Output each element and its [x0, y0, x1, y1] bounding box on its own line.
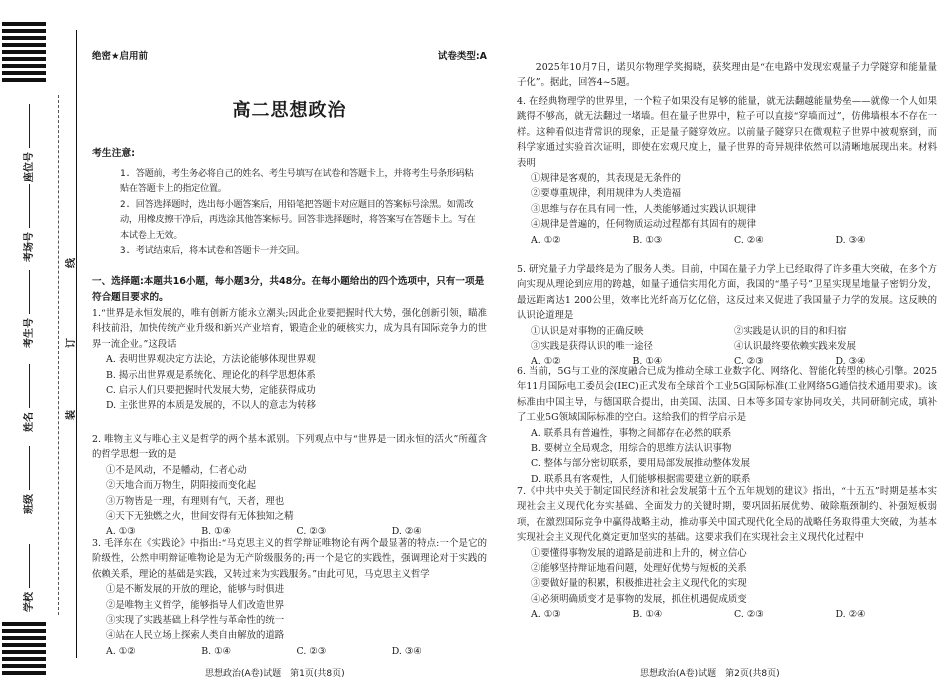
statement-3: ③万物皆是一理，有理则有气，天者，理也: [106, 495, 285, 507]
seat-number-field[interactable]: 座位号: [20, 104, 35, 182]
statement-4: ④天下无独燃之火，世间安得有无体独知之精: [106, 511, 294, 523]
section-heading: 一、选择题:本题共16小题，每小题3分，共48分。在每小题给出的四个选项中，只有一项是符合题目要求的。: [92, 276, 485, 303]
secret-label: 绝密★启用前: [92, 51, 149, 62]
choice-a[interactable]: A. ①②: [106, 645, 136, 657]
statement-1: ①认识是对事物的正确反映: [531, 325, 644, 337]
question-3: [92, 536, 487, 659]
examinee-number-field[interactable]: 考生号: [20, 270, 35, 348]
choice-a[interactable]: A. ①②: [531, 356, 561, 368]
school-field[interactable]: 学校: [20, 544, 35, 612]
choice-row: [517, 233, 937, 248]
statement-row: [517, 324, 937, 339]
choice-c[interactable]: C. ②④: [734, 234, 764, 246]
statement-4: ④站在人民立场上探索人类自由解放的道路: [106, 630, 285, 642]
choice-b[interactable]: B. ①④: [632, 609, 663, 621]
statement-1: ①要懂得事物发展的道路是前进和上升的，树立信心: [531, 547, 747, 559]
question-4: [517, 94, 937, 248]
question-stem: 5. 研究量子力学最终是为了服务人类。目前，中国在量子力学上已经取得了许多重大突破，在多个方向实现从理论到应用的跨越，如量子通信实用化方面，我国的“墨子号”卫星实现星地量子密钥分发，最远距离达1 200公里，效率比光纤高万亿亿倍，这反过来又促进了我国量子力学的发展。这反映的认识论道理是: [517, 264, 937, 322]
statement-4: ④必须明确质变才是事物的发展，抓住机遇促成质变: [531, 593, 747, 605]
statement-2: ②能够坚持辩证地看问题，处理好优势与短板的关系: [531, 563, 747, 575]
choice-c[interactable]: C. ②③: [734, 609, 764, 621]
class-field[interactable]: 班级: [20, 446, 35, 514]
cut-line: [58, 95, 59, 615]
statement-row: [517, 339, 937, 354]
option-a[interactable]: A. 联系具有普遍性，事物之间都存在必然的联系: [531, 427, 732, 439]
page-footer-right: 思想政治(A卷)试题 第2页(共8页): [640, 669, 780, 679]
choice-b[interactable]: B. ①④: [201, 645, 231, 657]
option-c[interactable]: C. 启示人们只要把握时代发展大势，定能获得成功: [106, 385, 316, 397]
choice-c[interactable]: C. ②③: [296, 526, 327, 538]
question-stem: 2025年10月7日，诺贝尔物理学奖揭晓，获奖理由是“在电路中发现宏观量子力学隧穿和能量量子化”。据此，回答4~5题。: [517, 62, 937, 89]
shared-material-intro: [517, 60, 937, 91]
statement-3: ③实现了实践基础上科学性与革命性的统一: [106, 615, 285, 627]
choice-row: [517, 607, 937, 622]
option-c[interactable]: C. 整体与部分密切联系，要用局部发展推动整体发展: [531, 458, 751, 470]
page-header: [92, 48, 487, 62]
notice-item: 2. 回答选择题时，选出每小题答案后，用铅笔把答题卡对应题目的答案标号涂黑。如需改动，用橡皮擦干净后，再选涂其他答案标号。回答非选择题时，将答案写在答题卡上。写在本试卷上无效。: [120, 198, 476, 241]
option-d[interactable]: D. 主张世界的本质是发展的，不以人的意志为转移: [106, 400, 317, 412]
statement-4: ④规律是普遍的，任何物质运动过程都有其固有的规律: [531, 219, 757, 231]
choice-b[interactable]: B. ①③: [632, 234, 663, 246]
choice-c[interactable]: C. ②③: [296, 645, 327, 657]
notice-item: 1. 答题前，考生务必将自己的姓名、考生号填写在试卷和答题卡上，并将考生号条形码粘贴在答题卡上的指定位置。: [120, 168, 474, 195]
binding-margin: [0, 0, 92, 688]
choice-d[interactable]: D. ③④: [835, 356, 866, 368]
question-1: [92, 306, 487, 414]
question-6: [517, 364, 937, 487]
notice-list: [108, 166, 478, 258]
statement-3: ③实践是获得认识的唯一途径: [531, 341, 653, 353]
cut-word-xian: 线: [66, 258, 77, 268]
choice-row: [92, 644, 487, 659]
notice-heading: 考生注意:: [92, 148, 136, 159]
choice-c[interactable]: C. ②③: [734, 356, 764, 368]
statement-1: ①是不断发展的开放的理论，能够与时俱进: [106, 584, 285, 596]
choice-d[interactable]: D. ②④: [391, 526, 422, 538]
question-2: [92, 432, 487, 540]
bottom-stripes: [2, 622, 46, 678]
statement-1: ①不是风动，不是幡动，仁者心动: [106, 464, 247, 476]
question-5: [517, 262, 937, 370]
choice-a[interactable]: A. ①③: [106, 526, 136, 538]
choice-a[interactable]: A. ①②: [531, 234, 561, 246]
exam-title: 高二思想政治: [232, 100, 347, 121]
option-a[interactable]: A. 表明世界观决定方法论，方法论能够体现世界观: [106, 354, 316, 366]
exam-room-field[interactable]: 考场号: [20, 184, 35, 262]
statement-2: ②天地合而万物生，阴阳接而变化起: [106, 480, 257, 492]
question-7: [517, 484, 937, 623]
paper-type-label: 试卷类型:A: [437, 51, 487, 62]
question-stem: 3. 毛泽东在《实践论》中指出:“马克思主义的哲学辩证唯物论有两个最显著的特点:一个是它的阶级性，公然申明辩证唯物论是为无产阶级服务的;再一个是它的实践性，强调理论对于实践的依赖关系，理论的基础是实践，又转过来为实践服务。”由此可见，马克思主义哲学: [92, 538, 487, 580]
option-b[interactable]: B. 揭示出世界观是系统化、理论化的科学思想体系: [106, 369, 316, 381]
choice-b[interactable]: B. ①④: [201, 526, 231, 538]
option-b[interactable]: B. 要树立全局观念，用综合的思维方法认识事物: [531, 443, 732, 455]
top-stripes: [2, 22, 46, 85]
cut-word-zhuang: 装: [66, 410, 77, 420]
statement-2: ②是唯物主义哲学，能够指导人们改造世界: [106, 599, 285, 611]
question-stem: 4. 在经典物理学的世界里，一个粒子如果没有足够的能量，就无法翻越能量势垒——就像一个人如果跳得不够高，就无法翻过一堵墙。但在量子世界中，粒子可以直接“穿墙而过”，仿佛墙根本不存在一样。这种看似违背常识的现象，正是量子隧穿效应。以前量子隧穿只在微观粒子世界中被观察到，而科学家通过实验首次证明，即使在宏观尺度上，量子世界的奇异规律依然可以清晰地展现出来。材料表明: [517, 96, 937, 169]
question-stem: 7.《中共中央关于制定国民经济和社会发展第十五个五年规划的建议》指出，“十五五”时期是基本实现社会主义现代化夯实基础、全面发力的关键时期，要巩固拓展优势、破除瓶颈制约、补强短板弱项，在激烈国际竞争中赢得战略主动，推动事关中国式现代化全局的战略任务取得重大突破，为基本实现社会主义现代化奠定更加坚实的基础。这要求我们在实现社会主义现代化过程中: [517, 486, 937, 544]
cut-word-ding: 订: [66, 338, 77, 348]
choice-a[interactable]: A. ①③: [531, 609, 561, 621]
choice-d[interactable]: D. ②④: [835, 609, 866, 621]
question-stem: 1.“世界是永恒发展的，唯有创新方能永立潮头;因此企业要把握时代大势，强化创新引领，瞄准科技前沿，加快传统产业升级和新兴产业培育，锻造企业的硬核实力，成为具有国际竞争力的世界一流企业。”这段话: [92, 308, 487, 350]
statement-2: ②要尊重规律，利用规律为人类造福: [531, 188, 682, 200]
notice-item: 3. 考试结束后，将本试卷和答题卡一并交回。: [120, 245, 305, 257]
choice-d[interactable]: D. ③④: [391, 645, 422, 657]
option-d[interactable]: D. 联系具有客观性，人们能够根据需要建立新的联系: [531, 473, 751, 485]
question-stem: 6. 当前，5G与工业的深度融合已成为推动全球工业数字化、网络化、智能化转型的核心引擎。2025年11月国际电工委员会(IEC)正式发布全球首个工业5G国际标准(工业网络5G通信技术通用要求)。该标准由中国主导，与德国联合提出，由美国、法国、日本等多国专家协同攻关，共同研制完成，填补了工业5G领域国际标准的空白。这给我们的哲学启示是: [517, 366, 937, 424]
statement-3: ③要做好量的积累，积极推进社会主义现代化的实现: [531, 578, 747, 590]
statement-3: ③思维与存在具有同一性，人类能够通过实践认识规律: [531, 203, 757, 215]
page-footer-left: 思想政治(A卷)试题 第1页(共8页): [205, 669, 345, 679]
choice-b[interactable]: B. ①④: [632, 356, 663, 368]
statement-4: ④认识最终要依赖实践来发展: [734, 341, 856, 353]
margin-rule: [76, 30, 77, 658]
statement-2: ②实践是认识的目的和归宿: [734, 325, 847, 337]
choice-d[interactable]: D. ③④: [835, 234, 866, 246]
name-field[interactable]: 姓名: [20, 364, 35, 432]
question-stem: 2. 唯物主义与唯心主义是哲学的两个基本派别。下列观点中与“世界是一团永恒的活火”所蕴含的哲学思想一致的是: [92, 434, 487, 461]
statement-1: ①规律是客观的，其表现是无条件的: [531, 173, 682, 185]
